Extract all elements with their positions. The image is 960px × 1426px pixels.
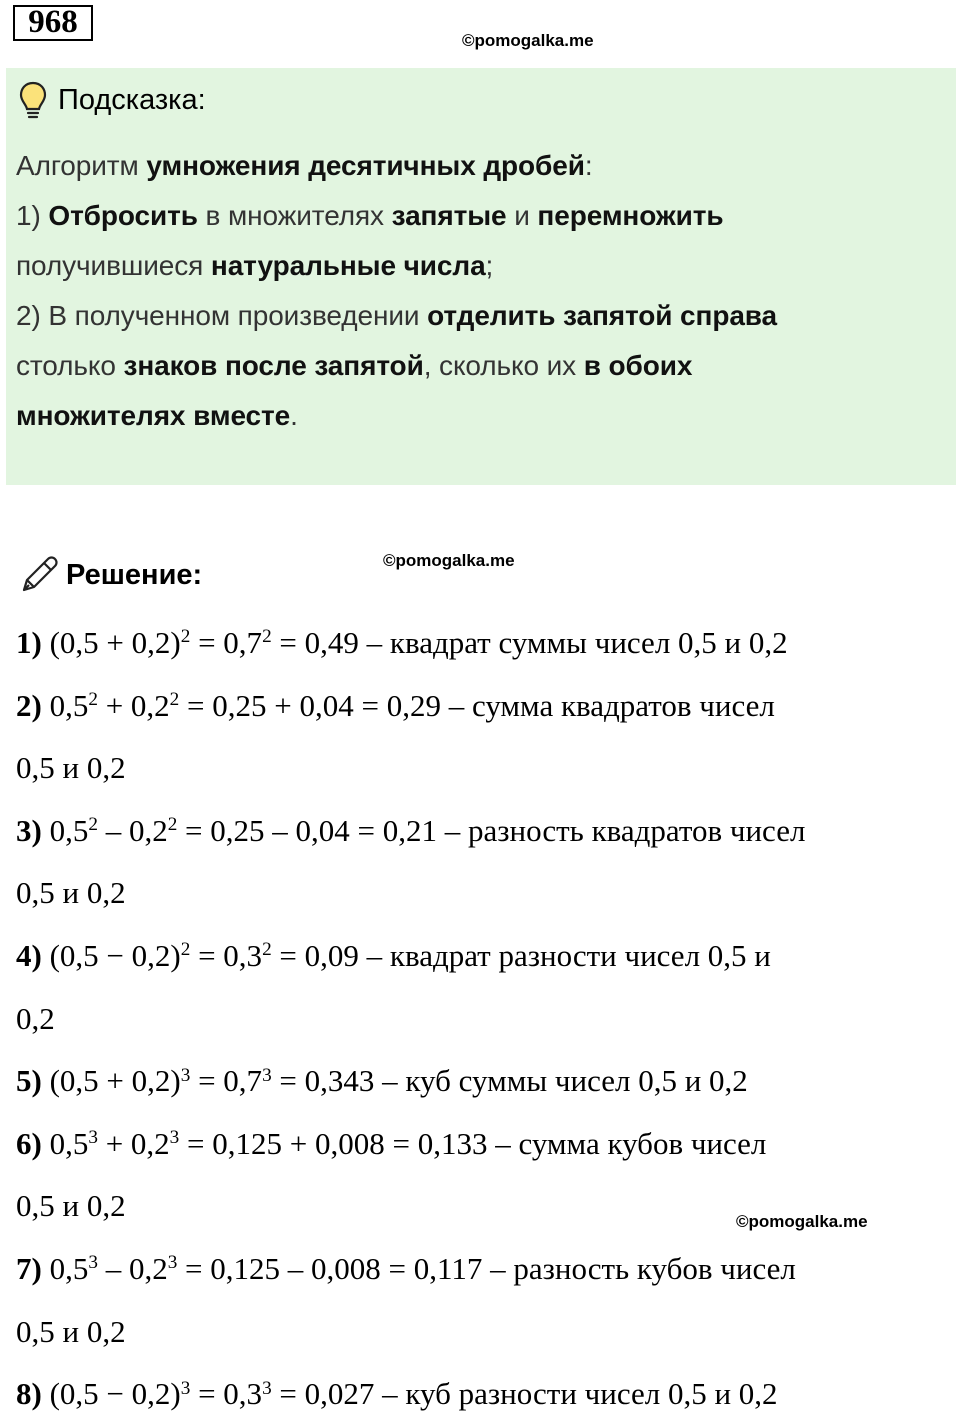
lightbulb-icon bbox=[18, 80, 48, 120]
solution-title: Решение: bbox=[66, 559, 203, 591]
solution-line: 5) $(0,5 + 0,2)^3 = 0,7^3 = 0,343$ – куб суммы чисел 0,5 и 0,2 bbox=[16, 1063, 748, 1099]
solution-line: 1) $(0,5 + 0,2)^2 = 0,7^2 = 0,49$ – квадрат суммы чисел 0,5 и 0,2 bbox=[16, 625, 788, 660]
solution-line: 3) $0,5^2 - 0,2^2 = 0,25 - 0,04 = 0,21$ – разность квадратов чисел bbox=[16, 812, 806, 848]
solution-line-cont: 0,5 и 0,2 bbox=[16, 1188, 126, 1224]
hint-text bbox=[16, 141, 946, 441]
solution-line: 8) $(0,5 - 0,2)^3 = 0,3^3 = 0,027$ – куб разности чисел 0,5 и 0,2 bbox=[16, 1376, 778, 1412]
watermark-top: ©pomogalka.me bbox=[462, 31, 594, 50]
hint-title: Подсказка: bbox=[58, 84, 206, 116]
solution-line: 6) $0,5^3 + 0,2^3 = 0,125 + 0,008 = 0,133$ – сумма кубов чисел bbox=[16, 1125, 767, 1161]
solution-line-cont: 0,5 и 0,2 bbox=[16, 750, 126, 786]
hint-line-2: 1) Отбросить в множителях запятые и перемножить bbox=[16, 200, 724, 231]
solution-line: 4) $(0,5 - 0,2)^2 = 0,3^2 = 0,09$ – квадрат разности чисел 0,5 и bbox=[16, 937, 771, 973]
pencil-icon bbox=[18, 554, 60, 596]
hint-line-3: получившиеся натуральные числа; bbox=[16, 250, 494, 281]
solution-line-cont: 0,5 и 0,2 bbox=[16, 875, 126, 911]
hint-line-1: Алгоритм умножения десятичных дробей: bbox=[16, 150, 593, 181]
hint-line-5: столько знаков после запятой, сколько их в обоих bbox=[16, 350, 693, 381]
task-number: 968 bbox=[13, 5, 93, 41]
hint-header bbox=[18, 80, 206, 120]
solution-lines bbox=[16, 612, 951, 1426]
watermark-middle: ©pomogalka.me bbox=[383, 551, 515, 570]
hint-line-4: 2) В полученном произведении отделить запятой справа bbox=[16, 300, 778, 331]
watermark-bottom: ©pomogalka.me bbox=[736, 1212, 868, 1231]
solution-line-cont: 0,5 и 0,2 bbox=[16, 1313, 126, 1349]
solution-line: 2) $0,5^2 + 0,2^2 = 0,25 + 0,04 = 0,29$ – сумма квадратов чисел bbox=[16, 687, 775, 723]
solution-line-cont: 0,2 bbox=[16, 1000, 55, 1036]
solution-header bbox=[18, 554, 202, 596]
hint-line-6: множителях вместе. bbox=[16, 400, 298, 431]
solution-line: 7) $0,5^3 - 0,2^3 = 0,125 - 0,008 = 0,117$ – разность кубов чисел bbox=[16, 1250, 796, 1286]
hint-panel bbox=[6, 68, 956, 485]
